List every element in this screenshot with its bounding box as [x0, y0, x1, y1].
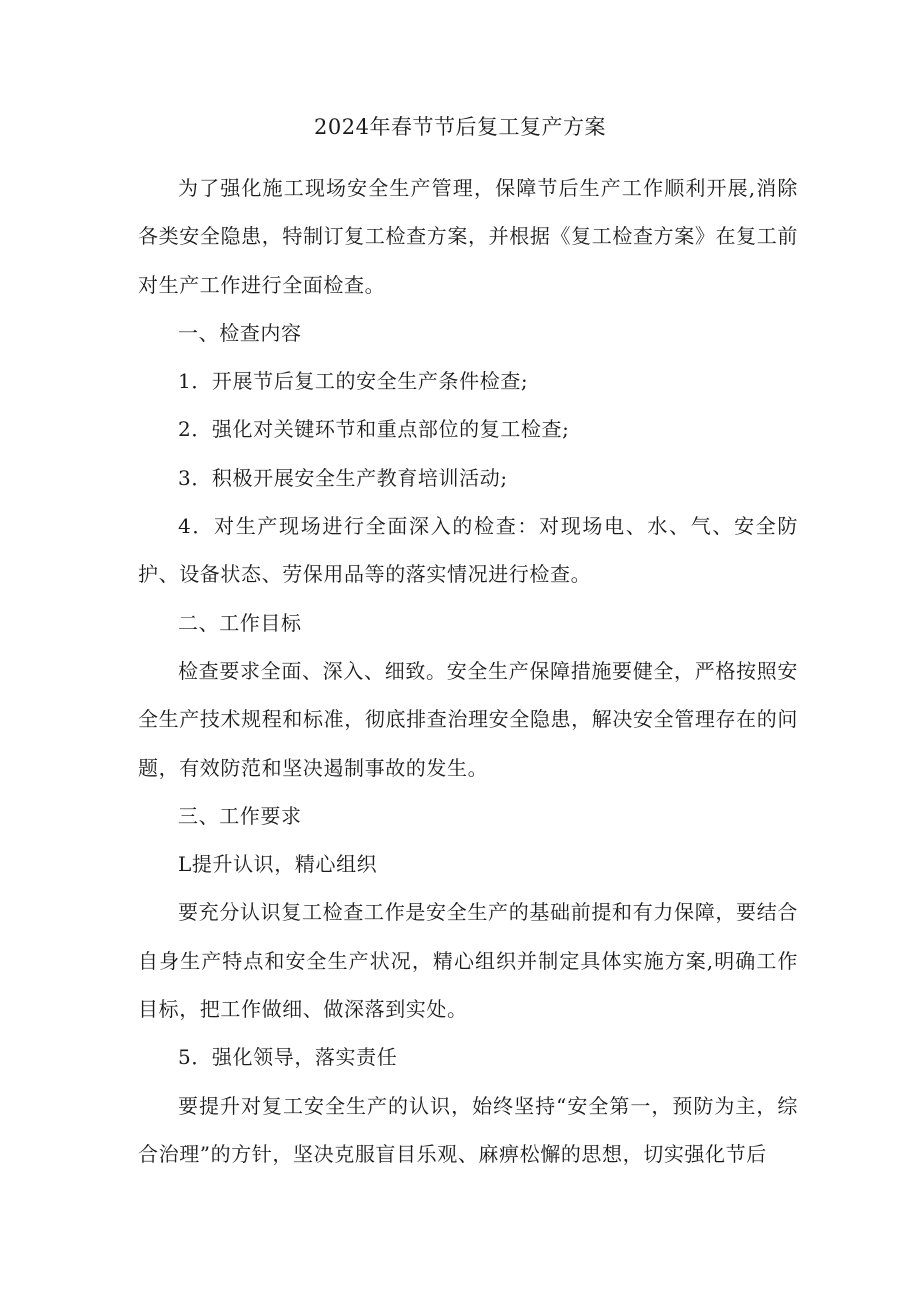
- intro-paragraph: 为了强化施工现场安全生产管理，保障节后生产工作顺利开展,消除各类安全隐患，特制订复工检查方案，并根据《复工检查方案》在复工前对生产工作进行全面检查。: [138, 176, 798, 297]
- inspection-item-4: 4．对生产现场进行全面深入的检查：对现场电、水、气、安全防护、设备状态、劳保用品等的落实情况进行检查。: [138, 514, 798, 587]
- requirement-heading-2: 5．强化领导，落实责任: [178, 1045, 398, 1070]
- section-heading-work-goals: 二、工作目标: [178, 610, 302, 635]
- work-goals-paragraph: 检查要求全面、深入、细致。安全生产保障措施要健全，严格按照安全生产技术规程和标准，彻底排查治理安全隐患，解决安全管理存在的问题，有效防范和坚决遏制事故的发生。: [138, 658, 798, 780]
- section-heading-work-requirements: 三、工作要求: [178, 803, 302, 828]
- document-body: [138, 164, 798, 1178]
- section-heading-inspection-content: 一、检查内容: [178, 320, 302, 345]
- inspection-item-1: 1．开展节后复工的安全生产条件检查;: [178, 369, 529, 394]
- requirement-paragraph-1: 要充分认识复工检查工作是安全生产的基础前提和有力保障，要结合自身生产特点和安全生产状况，精心组织并制定具体实施方案,明确工作目标，把工作做细、做深落到实处。: [138, 900, 798, 1022]
- document-title: 2024年春节节后复工复产方案: [314, 115, 606, 139]
- inspection-item-2: 2．强化对关键环节和重点部位的复工检查;: [178, 417, 570, 442]
- requirement-paragraph-2: 要提升对复工安全生产的认识，始终坚持“安全第一，预防为主，综合治理”的方针，坚决克服盲目乐观、麻痹松懈的思想，切实强化节后: [138, 1093, 798, 1166]
- inspection-item-3: 3．积极开展安全生产教育培训活动;: [178, 465, 508, 490]
- requirement-heading-1: L提升认识，精心组织: [178, 852, 378, 877]
